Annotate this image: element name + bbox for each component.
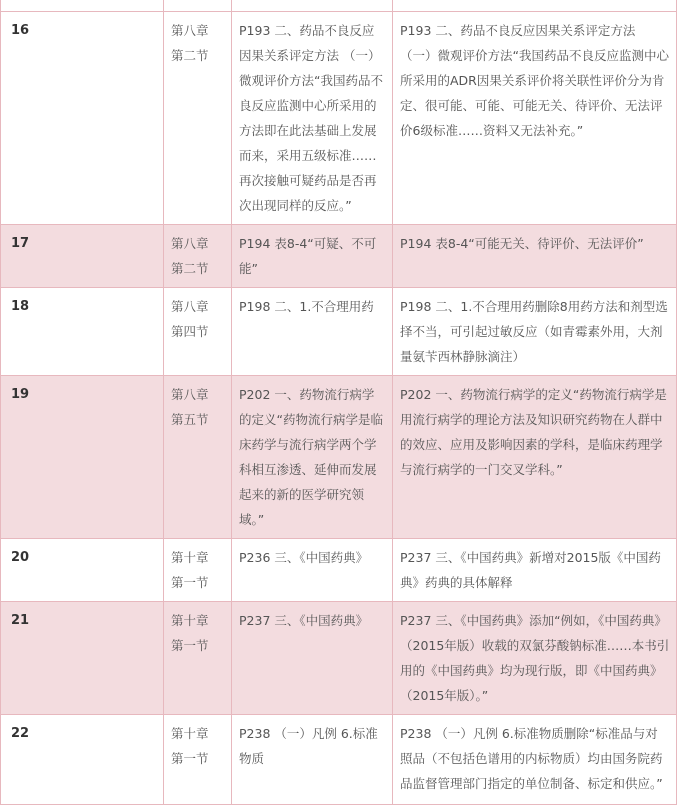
table-row [1, 539, 677, 602]
revised-text-cell: P193 二、药品不良反应因果关系评定方法 （一）微观评价方法“我国药品不良反应监测中心所采用的ADR因果关系评价将关联性评价分为肯定、很可能、可能、可能无关、待评价、无法评价6级标准……资料又无法补充。” [393, 12, 677, 225]
original-text-cell: P198 二、1.不合理用药 [232, 288, 393, 376]
table-row [1, 288, 677, 376]
section-label: 第二节 [171, 261, 209, 276]
chapter-cell [164, 715, 232, 805]
row-number: 21 [1, 602, 164, 715]
chapter-cell [164, 288, 232, 376]
section-label: 第一节 [171, 638, 209, 653]
revised-text-cell: P237 三、《中国药典》添加“例如，《中国药典》（2015年版）收载的双氯芬酸钠标准……本书引用的《中国药典》均为现行版，即《中国药典》（2015年版）。” [393, 602, 677, 715]
row-number: 18 [1, 288, 164, 376]
chapter-cell [164, 539, 232, 602]
row-number: 16 [1, 12, 164, 225]
table-row [1, 602, 677, 715]
chapter-cell [164, 376, 232, 539]
section-label: 第一节 [171, 575, 209, 590]
row-number: 20 [1, 539, 164, 602]
section-label: 第二节 [171, 48, 209, 63]
original-text-cell: P238 （一）凡例 6.标准物质 [232, 715, 393, 805]
chapter-label: 第八章 [171, 387, 209, 402]
chapter-label: 第十章 [171, 613, 209, 628]
chapter-label: 第十章 [171, 726, 209, 741]
original-text-cell: P237 三、《中国药典》 [232, 602, 393, 715]
chapter-cell [164, 225, 232, 288]
revised-text-cell: P237 三、《中国药典》新增对2015版《中国药典》药典的具体解释 [393, 539, 677, 602]
table-row-top-strip [1, 0, 677, 12]
row-number: 22 [1, 715, 164, 805]
chapter-label: 第八章 [171, 23, 209, 38]
section-label: 第一节 [171, 751, 209, 766]
original-text-cell: P194 表8-4“可疑、不可能” [232, 225, 393, 288]
section-label: 第五节 [171, 412, 209, 427]
revised-text-cell: P202 一、药物流行病学的定义“药物流行病学是用流行病学的理论方法及知识研究药物在人群中的效应、应用及影响因素的学科，是临床药理学与流行病学的一门交叉学科。” [393, 376, 677, 539]
chapter-label: 第八章 [171, 236, 209, 251]
section-label: 第四节 [171, 324, 209, 339]
chapter-label: 第八章 [171, 299, 209, 314]
revised-text-cell: P194 表8-4“可能无关、待评价、无法评价” [393, 225, 677, 288]
table-row [1, 376, 677, 539]
chapter-cell [164, 602, 232, 715]
table-row [1, 225, 677, 288]
row-number: 17 [1, 225, 164, 288]
table-row [1, 715, 677, 805]
revised-text-cell: P198 二、1.不合理用药删除8用药方法和剂型选择不当，可引起过敏反应（如青霉素外用，大剂量氨苄西林静脉滴注） [393, 288, 677, 376]
table-row [1, 12, 677, 225]
row-number: 19 [1, 376, 164, 539]
revised-text-cell: P238 （一）凡例 6.标准物质删除“标准品与对照品（不包括色谱用的内标物质）均由国务院药品监督管理部门指定的单位制备、标定和供应。” [393, 715, 677, 805]
original-text-cell: P193 二、药品不良反应因果关系评定方法 （一）微观评价方法“我国药品不良反应监测中心所采用的方法即在此法基础上发展而来，采用五级标准……再次接触可疑药品是否再次出现同样的反应。” [232, 12, 393, 225]
original-text-cell: P202 一、药物流行病学的定义“药物流行病学是临床药学与流行病学两个学科相互渗透、延伸而发展起来的新的医学研究领域。” [232, 376, 393, 539]
chapter-label: 第十章 [171, 550, 209, 565]
chapter-cell [164, 12, 232, 225]
original-text-cell: P236 三、《中国药典》 [232, 539, 393, 602]
